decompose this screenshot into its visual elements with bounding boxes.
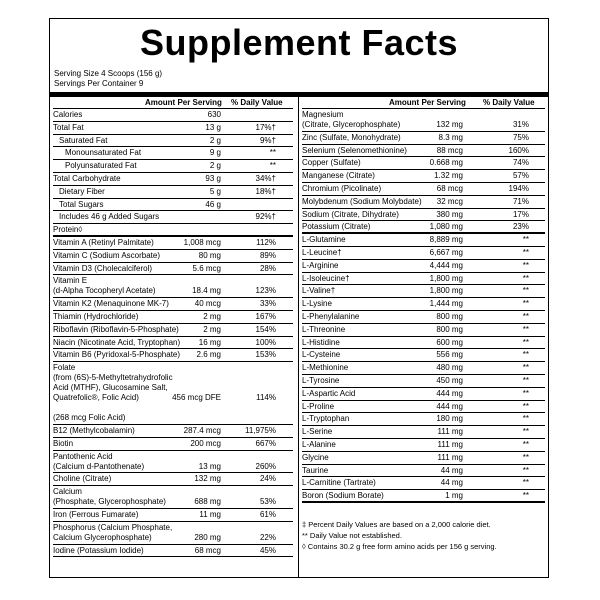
nutrient-row [53,349,293,362]
nutrient-row [302,490,545,503]
daily-value-header: % Daily Value [231,98,283,107]
amount-value: 480 mg [436,363,463,373]
amount-value: 9 g [209,148,221,158]
daily-value: 17% [512,209,529,219]
nutrient-name: L-Arginine [302,260,339,270]
daily-value: 92%† [255,212,276,222]
nutrient-name: Calcium [53,487,82,497]
nutrient-name: Vitamin A (Retinyl Palmitate) [53,237,154,247]
daily-value: ** [522,273,529,283]
column-divider [298,97,299,578]
amount-value: 40 mcg [194,299,221,309]
amount-value: 180 mg [436,414,463,424]
nutrient-name: Thiamin (Hydrochloride) [53,311,139,321]
amount-value: 2.6 mg [196,350,221,360]
daily-value: 160% [508,145,529,155]
nutrient-name: Choline (Citrate) [53,474,112,484]
nutrient-name: Biotin [53,438,74,448]
nutrient-row [302,170,545,183]
amount-value: 1,800 mg [429,273,463,283]
nutrient-row [53,425,293,438]
footnote-dv-basis: ‡ Percent Daily Values are based on a 2,000 calorie diet. [302,520,491,529]
nutrient-row [53,324,293,337]
nutrient-row [53,337,293,350]
nutrient-row [53,211,293,224]
daily-value: 34%† [255,173,276,183]
nutrient-name-line: (Phosphate, Glycerophosphate) [53,497,166,507]
amount-value: 1,800 mg [429,286,463,296]
nutrient-name: Selenium (Selenomethionine) [302,145,407,155]
daily-value: 24% [259,474,276,484]
right-header [302,96,545,109]
nutrient-name: Sodium (Citrate, Dihydrate) [302,209,399,219]
amount-value: 600 mg [436,337,463,347]
nutrient-name: L-Valine† [302,286,336,296]
amount-value: 46 g [205,199,221,209]
daily-value: 89% [259,250,276,260]
daily-value: 74% [512,158,529,168]
amount-value: 5.6 mcg [192,263,221,273]
nutrient-row [53,509,293,522]
nutrient-row [53,135,293,148]
nutrient-name: L-Alanine [302,439,336,449]
amount-value: 88 mcg [436,145,463,155]
nutrient-row [53,451,293,474]
nutrient-name: Vitamin B6 (Pyridoxal-5-Phosphate) [53,350,181,360]
daily-value: 154% [255,324,276,334]
nutrient-name: Includes 46 g Added Sugars [59,212,160,222]
nutrient-row [302,337,545,350]
nutrient-row [302,465,545,478]
nutrient-name: Total Carbohydrate [53,173,121,183]
daily-value: 123% [255,286,276,296]
daily-value: 71% [512,196,529,206]
nutrient-row [302,375,545,388]
nutrient-row [302,311,545,324]
nutrient-name: Molybdenum (Sodium Molybdate) [302,196,422,206]
daily-value: ** [522,452,529,462]
amount-value: 2 g [209,161,221,171]
nutrient-name: Magnesium [302,110,344,119]
amount-value: 444 mg [436,401,463,411]
nutrient-name-line: (d-Alpha Tocopheryl Acetate) [53,286,156,296]
nutrient-row [53,147,293,160]
nutrient-name: Total Fat [53,122,84,132]
nutrient-name: Iron (Ferrous Fumarate) [53,509,139,519]
nutrient-name: L-Proline [302,401,335,411]
nutrient-row [302,157,545,170]
nutrient-row [53,109,293,122]
nutrient-name: L-Methionine [302,363,349,373]
nutrient-row [53,311,293,324]
nutrient-row [53,545,293,558]
daily-value: 28% [259,263,276,273]
daily-value: ** [522,478,529,488]
amount-per-serving-header: Amount Per Serving [389,98,466,107]
nutrient-row [53,250,293,263]
amount-value: 68 mcg [436,183,463,193]
nutrient-row [302,413,545,426]
nutrient-name: L-Aspartic Acid [302,388,356,398]
daily-value: ** [522,439,529,449]
nutrient-name: Boron (Sodium Borate) [302,491,384,501]
daily-value: 33% [259,299,276,309]
serving-info [54,69,162,89]
nutrient-name: Pantothenic Acid [53,451,113,461]
daily-value: ** [522,401,529,411]
left-header [53,96,293,109]
amount-value: 556 mg [436,350,463,360]
amount-value: 630 [207,110,221,119]
amount-value: 1,008 mcg [183,237,221,247]
nutrient-name: Monounsaturated Fat [65,148,142,158]
nutrient-name: Calories [53,110,83,119]
amount-value: 132 mg [194,474,221,484]
nutrient-row [53,298,293,311]
nutrient-row [53,473,293,486]
nutrient-row [53,173,293,186]
nutrient-row [302,109,545,132]
footnotes [302,519,547,552]
nutrient-name: Total Sugars [59,199,104,209]
nutrient-row [53,275,293,298]
nutrient-name: Riboflavin (Riboflavin-5-Phosphate) [53,324,179,334]
daily-value: ** [522,363,529,373]
amount-value: 2 mg [203,311,221,321]
nutrient-name: Glycine [302,452,329,462]
nutrient-name: Phosphorus (Calcium Phosphate, [53,522,173,532]
daily-value: ** [269,161,276,171]
nutrient-row [302,362,545,375]
nutrient-row [53,186,293,199]
servings-per-container: Servings Per Container 9 [54,79,144,88]
amount-value: 287.4 mcg [183,425,221,435]
daily-value: 23% [512,222,529,232]
nutrient-row [302,285,545,298]
amount-value: 68 mcg [194,545,221,555]
daily-value: 61% [259,509,276,519]
amount-value: 132 mg [436,120,463,129]
daily-value: ** [522,324,529,334]
amount-value: 8,889 mg [429,235,463,245]
daily-value: 45% [259,545,276,555]
nutrient-name: Vitamin E [53,276,88,286]
nutrient-name: L-Isoleucine† [302,273,350,283]
nutrient-row [53,160,293,173]
nutrient-row [302,260,545,273]
daily-value: ** [522,286,529,296]
nutrient-name: Folate [53,363,76,373]
footnote-not-established: ** Daily Value not established. [302,531,402,540]
nutrient-row [302,273,545,286]
nutrient-row [53,438,293,451]
amount-value: 456 mcg DFE [172,393,221,403]
amount-value: 44 mg [440,478,463,488]
nutrient-name: Dietary Fiber [59,186,105,196]
nutrient-name-line: (from (6S)-5-Methyltetrahydrofolic [53,373,173,383]
nutrient-name: L-Glutamine [302,235,346,245]
amount-value: 11 mg [199,509,221,519]
amount-value: 1,080 mg [429,222,463,232]
amount-value: 4,444 mg [429,260,463,270]
nutrient-row [53,362,293,425]
daily-value: ** [522,247,529,257]
amount-value: 93 g [205,173,221,183]
nutrient-name: L-Leucine† [302,247,342,257]
nutrient-name: Protein◊ [53,225,83,235]
nutrient-name: B12 (Methylcobalamin) [53,425,135,435]
nutrient-row [302,247,545,260]
amount-value: 44 mg [440,465,463,475]
daily-value: ** [522,350,529,360]
nutrient-name: L-Lysine [302,299,332,309]
nutrient-row [302,145,545,158]
daily-value: 667% [255,438,276,448]
amount-value: 18.4 mg [192,286,221,296]
daily-value-header: % Daily Value [483,98,535,107]
amount-value: 800 mg [436,324,463,334]
nutrient-name: L-Carnitine (Tartrate) [302,478,376,488]
daily-value: 17%† [255,122,276,132]
nutrient-name: Vitamin K2 (Menaquinone MK-7) [53,299,169,309]
nutrient-row [53,122,293,135]
nutrient-name-line: (Citrate, Glycerophosphate) [302,120,401,129]
nutrient-name: L-Cysteine [302,350,341,360]
amount-value: 16 mg [198,337,221,347]
amount-value: 80 mg [198,250,221,260]
serving-size: Serving Size 4 Scoops (156 g) [54,69,163,78]
daily-value: 167% [255,311,276,321]
daily-value: 75% [512,132,529,142]
daily-value: 9%† [259,135,276,145]
nutrient-row [302,234,545,247]
daily-value: 18%† [255,186,276,196]
nutrient-name: L-Tyrosine [302,375,340,385]
right-nutrient-column [302,96,545,503]
daily-value: ** [522,491,529,501]
nutrient-name: Vitamin C (Sodium Ascorbate) [53,250,161,260]
nutrient-name: Potassium (Citrate) [302,222,371,232]
amount-value: 800 mg [436,311,463,321]
amount-value: 111 mg [437,427,463,437]
daily-value: 57% [512,171,529,181]
nutrient-row [302,452,545,465]
amount-value: 380 mg [436,209,463,219]
panel-title: Supplement Facts [139,22,459,63]
amount-value: 13 mg [198,461,221,471]
nutrient-name: Zinc (Sulfate, Monohydrate) [302,132,401,142]
amount-value: 32 mcg [436,196,463,206]
nutrient-name: L-Serine [302,427,333,437]
nutrient-row [302,439,545,452]
daily-value: ** [522,299,529,309]
daily-value: ** [522,375,529,385]
nutrient-name: Vitamin D3 (Cholecalciferol) [53,263,152,273]
daily-value: 53% [259,497,276,507]
amount-value: 111 mg [437,452,463,462]
daily-value: ** [522,465,529,475]
amount-value: 1 mg [445,491,463,501]
nutrient-row [302,349,545,362]
nutrient-name: Iodine (Potassium Iodide) [53,545,144,555]
nutrient-row [302,183,545,196]
nutrient-name: Chromium (Picolinate) [302,183,382,193]
amount-value: 444 mg [436,388,463,398]
daily-value: 22% [259,532,276,542]
daily-value: ** [522,337,529,347]
amount-value: 0.668 mg [429,158,463,168]
amount-value: 8.3 mg [438,132,463,142]
nutrient-name-line: Calcium Glycerophosphate) [53,532,152,542]
nutrient-name-line: Quatrefolic®, Folic Acid) [53,393,139,403]
nutrient-row [302,388,545,401]
daily-value: 112% [256,237,276,247]
nutrient-row [302,132,545,145]
amount-value: 200 mcg [190,438,221,448]
daily-value: ** [522,260,529,270]
nutrient-name: Polyunsaturated Fat [65,161,137,171]
nutrient-name: Manganese (Citrate) [302,171,375,181]
amount-value: 280 mg [194,532,221,542]
nutrient-name: L-Phenylalanine [302,311,360,321]
nutrient-row [53,522,293,545]
nutrient-row [53,486,293,509]
amount-per-serving-header: Amount Per Serving [145,98,222,107]
nutrient-row [302,196,545,209]
nutrient-row [53,237,293,250]
daily-value: ** [522,427,529,437]
nutrient-row [302,209,545,222]
nutrient-row [53,199,293,212]
daily-value: 31% [512,120,529,129]
amount-value: 6,667 mg [429,247,463,257]
nutrient-row [53,224,293,237]
daily-value: ** [269,148,276,158]
daily-value: 114% [256,393,276,403]
nutrient-name: Copper (Sulfate) [302,158,361,168]
nutrient-name: L-Histidine [302,337,340,347]
nutrient-row [302,221,545,234]
daily-value: ** [522,414,529,424]
amount-value: 688 mg [194,497,221,507]
nutrient-name: Niacin (Nicotinate Acid, Tryptophan) [53,337,181,347]
nutrient-name: L-Tryptophan [302,414,350,424]
nutrient-row [302,477,545,490]
nutrient-row [302,324,545,337]
amount-value: 2 g [209,135,221,145]
nutrient-row [302,298,545,311]
nutrient-name-line: (Calcium d-Pantothenate) [53,461,145,471]
nutrient-name: Saturated Fat [59,135,108,145]
amount-value: 13 g [205,122,221,132]
daily-value: 153% [255,350,276,360]
amount-value: 2 mg [203,324,221,334]
nutrient-name-line: Acid (MTHF), Glucosamine Salt, [53,383,168,393]
nutrient-name-line: (268 mcg Folic Acid) [53,413,126,423]
daily-value: 11,975% [245,425,276,435]
nutrient-name: L-Threonine [302,324,346,334]
amount-value: 1.32 mg [434,171,463,181]
nutrient-row [302,426,545,439]
footnote-amino-acids: ◊ Contains 30.2 g free form amino acids per 156 g serving. [302,542,497,551]
daily-value: 260% [255,461,276,471]
nutrient-row [302,401,545,414]
daily-value: ** [522,235,529,245]
daily-value: ** [522,388,529,398]
amount-value: 111 mg [437,439,463,449]
amount-value: 5 g [209,186,221,196]
daily-value: 100% [255,337,276,347]
daily-value: 194% [508,183,529,193]
nutrient-name: Taurine [302,465,329,475]
left-nutrient-column [53,96,293,557]
amount-value: 450 mg [436,375,463,385]
nutrient-row [53,263,293,276]
daily-value: ** [522,311,529,321]
amount-value: 1,444 mg [429,299,463,309]
